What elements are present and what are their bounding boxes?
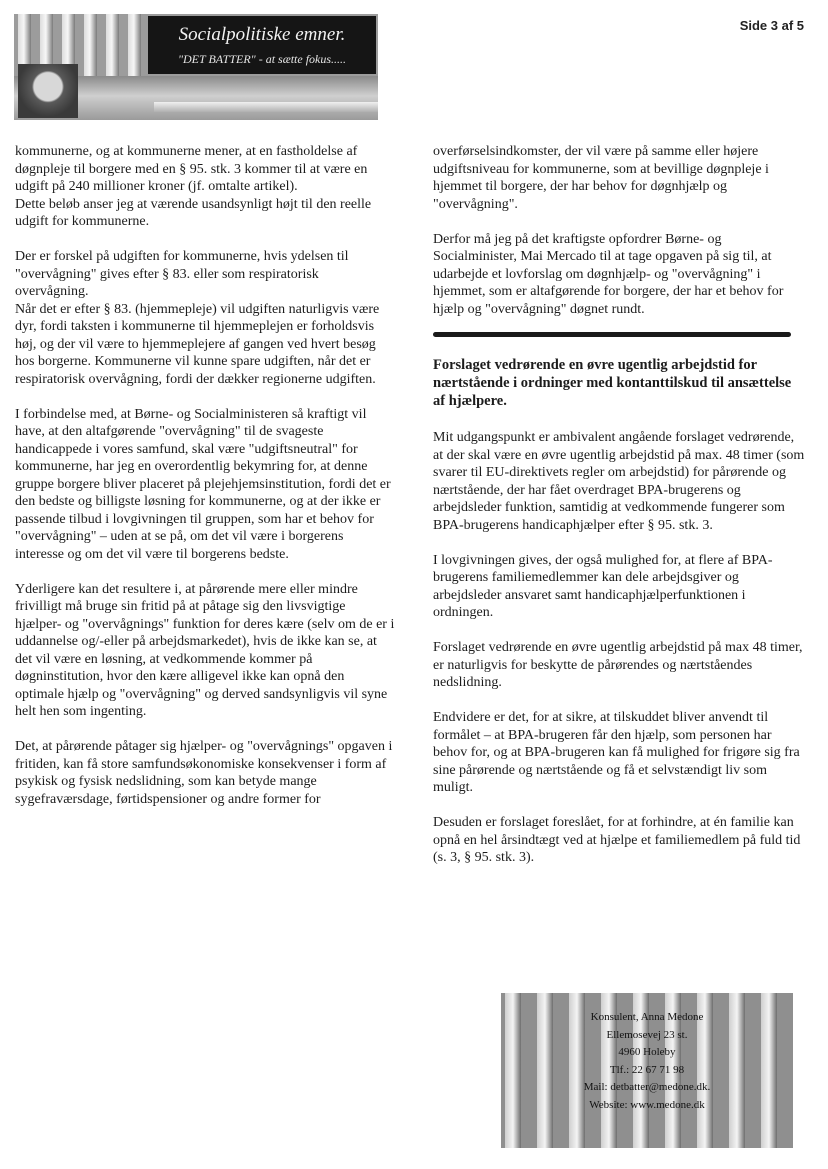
banner-title-box bbox=[148, 16, 376, 74]
paragraph: Desuden er forslaget foreslået, for at forhindre, at én familie kan opnå en hel årsindtægt ved at hjælpe et familiemedlem på fuld tid (s. 3, § 95. stk. 3). bbox=[433, 815, 801, 865]
paragraph: I lovgivningen gives, der også mulighed for, at flere af BPA-brugerens familiemedlemmer kan dele arbejdsgiver og arbejdsleder ansvaret samt handicaphjælperfunktionen i ordningen. bbox=[433, 552, 773, 620]
paragraph: kommunerne, og at kommunerne mener, at en fastholdelse af døgnpleje til borgere med en § 95. stk. 3 kommer til at være en udgift på 240 millioner kroner (jf. omtalte artikel). bbox=[15, 144, 368, 194]
paragraph: overførselsindkomster, der vil være på samme eller højere udgiftsniveau for kommunerne, som at bevillige døgnpleje i hjemmet til borgere, der har behov for døgnhjælp og "overvågning". bbox=[433, 144, 769, 212]
paragraph: Når det er efter § 83. (hjemmepleje) vil udgiften naturligvis være dyr, fordi taksten i kommunerne til hjemmeplejen er forholdsvis høj, og der vil være to hjemmeplejere af gangen ved hvert besøg hos borgerne. Kommunerne vil kunne spare udgiften, når det er respiratorisk overvågning, fordi der dækker regionerne udgiften. bbox=[15, 301, 380, 387]
paragraph: Mit udgangspunkt er ambivalent angående forslaget vedrørende, at der skal være en øvre ugentlig arbejdstid på max. 48 timer (som svarer til EU-direktivets regler om arbejdstid) for pårørende og nærtstående, der har fået overdraget BPA-brugerens og arbejdsleder funktion, samtidig at vedkommende fungerer som BPA-brugerens handicaphjælper efter § 95. stk. 3. bbox=[433, 430, 805, 533]
banner-subtitle: "DET BATTER" - at sætte fokus..... bbox=[177, 52, 347, 66]
paragraph: Derfor må jeg på det kraftigste opfordrer Børne- og Socialminister, Mai Mercado til at tage opgaven på sig til, at udarbejde et lovforslag om døgnhjælp- og "overvågning" i hjemmet, som er altafgørende for borgere, der har et behov for hjælp og "overvågning" døgnet rundt. bbox=[433, 231, 784, 317]
banner-title: Socialpolitiske emner. bbox=[178, 24, 346, 45]
paragraph: Dette beløb anser jeg at værende usandsynligt højt til den reelle udgift for kommunerne. bbox=[15, 196, 372, 229]
paragraph: Yderligere kan det resultere i, at pårørende mere eller mindre frivilligt må bruge sin fritid på at påtage sig den livsvigtige hjælper- og "overvågnings" funktion for deres kære (selv om de er i uddannelse og/-eller på arbejdsmarkedet), hvis de ikke kan se, at det vil være en løsning, at vedkommende kommer på døgninstitution, hvor den kære alligevel ikke kan opnå den optimale hjælp og "overvågning" og derved sandsynligvis vil syne helt hen som ingenting. bbox=[15, 581, 395, 719]
consultant-address: Ellemosevej 23 st. bbox=[606, 1028, 688, 1041]
header-banner bbox=[14, 14, 378, 120]
section-divider bbox=[433, 332, 791, 337]
consultant-city: 4960 Holeby bbox=[618, 1046, 676, 1058]
consultant-name: Konsulent, Anna Medone bbox=[590, 1011, 704, 1023]
paragraph: Endvidere er det, for at sikre, at tilskuddet bliver anvendt til formålet – at BPA-brugeren får den hjælp, som personen har behov for, og at BPA-brugeren kan få mulighed for frigøre sig fra sine pårørende og nærtstående og få et selvstændigt liv som muligt. bbox=[433, 710, 800, 795]
section-heading: Forslaget vedrørende en øvre ugentlig arbejdstid for nærtstående i ordninger med kontanttilskud til ansættelse af hjælpere. bbox=[433, 357, 792, 409]
paragraph: Forslaget vedrørende en øvre ugentlig arbejdstid på max 48 timer, er naturligvis for beskytte de pårørendes og nærtståendes nedslidning. bbox=[433, 640, 803, 690]
right-column bbox=[433, 143, 805, 884]
left-column bbox=[15, 143, 395, 826]
portrait-image bbox=[18, 64, 78, 118]
consultant-email[interactable]: Mail: detbatter@medone.dk. bbox=[583, 1081, 711, 1093]
paragraph: Der er forskel på udgiften for kommunerne, hvis ydelsen til "overvågning" gives efter § 83. eller som respiratorisk overvågning. bbox=[15, 249, 349, 299]
consultant-contact-card bbox=[501, 993, 793, 1148]
consultant-phone: Tlf.: 22 67 71 98 bbox=[609, 1063, 685, 1076]
consultant-website[interactable]: Website: www.medone.dk bbox=[589, 1098, 705, 1111]
page-number: Side 3 af 5 bbox=[739, 18, 804, 33]
paragraph: I forbindelse med, at Børne- og Socialministeren så kraftigt vil have, at den altafgørende "overvågning" til de svageste handicappede i vores samfund, skal være "udgiftsneutral" for kommunerne, har jeg en overordentlig bekymring for, at denne gruppe borgere bliver placeret på plejehjemsinstitution, fordi det er den bedste og billigste løsning for kommunerne, og at der ikke er passende tilbud i lovgivningen til gruppen, som har et behov for "overvågning" – uden at se på, om det vil være i borgerens interesse og om det vil være til borgerens bedste. bbox=[15, 406, 391, 562]
paragraph: Det, at pårørende påtager sig hjælper- og "overvågnings" opgaven i fritiden, kan få store samfundsøkonomiske konsekvenser i form af psykisk og fysisk nedslidning, som kan betyde mange sygefraværsdage, førtidspensioner og andre former for bbox=[15, 739, 393, 807]
